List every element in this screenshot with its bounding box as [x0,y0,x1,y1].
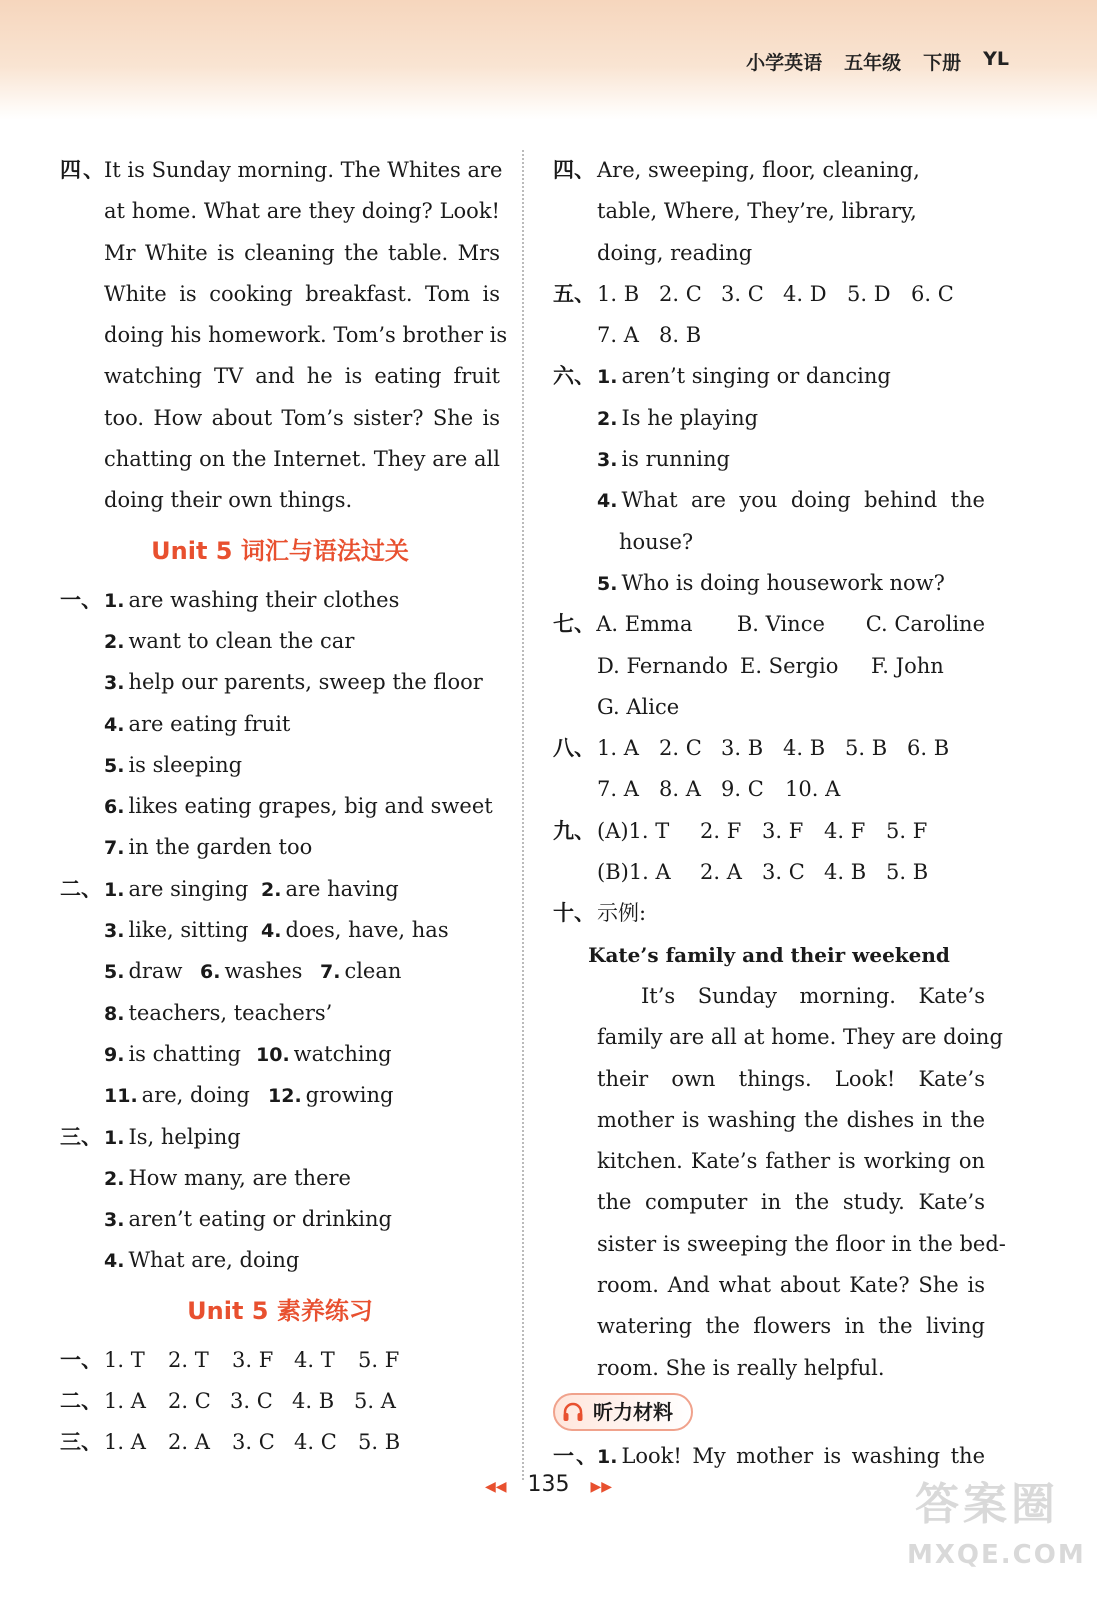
answer-line: chatting on the Internet. They are all [104,447,500,472]
answer-line: house? [619,529,694,554]
grade-label: 五年级 [844,52,902,74]
unit-vocab-title: Unit 5 词汇与语法过关 [151,536,409,565]
answer-line: 7. in the garden too [104,835,313,860]
answer-line: 一、 1. T 2. T 3. F 4. T 5. F [60,1347,400,1372]
watermark-line1: 答案圈 [915,1479,1059,1530]
answer-line: 5. is sleeping [104,752,243,777]
answer-line: 三、 1. A 2. A 3. C 4. C 5. B [60,1430,401,1455]
essay-line: family are all at home. They are doing [597,1025,1003,1050]
term-label: 下册 [923,52,962,74]
answer-line: 六、 1. aren’t singing or dancing [553,364,891,389]
essay-line: kitchen. Kate’s father is working on [597,1149,985,1174]
answer-line: 一、 1. are washing their clothes [60,587,400,612]
answer-line: 5. Who is doing housework now? [597,570,945,595]
answer-line: 2. How many, are there [104,1165,351,1190]
answer-line: 四、It is Sunday morning. The Whites are [60,158,503,182]
essay-line: room. She is really helpful. [597,1355,885,1380]
answer-line: (B)1. A 2. A 3. C 4. B 5. B [597,860,929,885]
page-number: 135 [527,1472,570,1497]
answer-line: doing his homework. Tom’s brother is [104,323,508,348]
answer-line: 七、 A. Emma B. Vince C. Caroline [553,612,986,637]
answer-line: 4. What are, doing [104,1248,300,1273]
essay-line: sister is sweeping the floor in the bed- [597,1231,1006,1256]
essay-line: It’s Sunday morning. Kate’s [641,983,985,1008]
listening-header [553,1389,985,1436]
answer-line: D. Fernando E. Sergio F. John [597,653,944,678]
answer-line: 11. are, doing 12. growing [104,1083,394,1108]
essay-line: room. And what about Kate? She is [597,1273,985,1298]
answer-line: 二、 1. A 2. C 3. C 4. B 5. A [60,1389,396,1414]
answer-line: 4. What are you doing behind the [597,488,985,513]
essay-title: Kate’s family and their weekend [588,942,950,967]
answer-line: 3. aren’t eating or drinking [104,1207,392,1232]
answer-line: 3. is running [597,447,730,472]
header-tags [746,48,1009,75]
answer-line: 5. draw 6. washes 7. clean [104,959,402,984]
unit-practice-title: Unit 5 素养练习 [187,1296,373,1325]
headphones-icon [561,1400,585,1424]
column-divider [522,150,524,1480]
answer-line: 6. likes eating grapes, big and sweet [104,794,493,819]
listening-label: 听力材料 [593,1399,673,1424]
listening-badge [553,1393,693,1431]
answer-line: 3. help our parents, sweep the floor [104,670,483,695]
header-banner [0,0,1097,120]
right-column [553,150,1006,1477]
answer-line: watching TV and he is eating fruit [104,364,500,389]
answer-line: White is cooking breakfast. Tom is [104,281,500,306]
edition-label: YL [983,48,1009,70]
arrow-left-icon: ◀◀ [484,1479,507,1495]
answer-line: 8. teachers, teachers’ [104,1000,333,1025]
answer-line: 3. like, sitting 4. does, have, has [104,918,449,943]
answer-line: 四、Are, sweeping, floor, cleaning, [553,158,920,182]
essay-line: mother is washing the dishes in the [597,1107,985,1132]
essay-line: their own things. Look! Kate’s [597,1066,985,1091]
answer-line: 2. Is he playing [597,405,759,430]
answer-line: table, Where, They’re, library, [597,199,917,224]
watermark [907,1475,1086,1585]
answer-line: Mr White is cleaning the table. Mrs [104,240,500,265]
answer-line: too. How about Tom’s sister? She is [104,405,500,430]
watermark-line2: MXQE.COM [907,1540,1086,1570]
answer-line: at home. What are they doing? Look! [104,199,500,224]
answer-line: 7. A 8. B [597,323,702,348]
arrow-right-icon: ▶▶ [590,1479,613,1495]
answer-line: 三、 1. Is, helping [60,1124,241,1149]
answer-line: 4. are eating fruit [104,711,291,736]
answer-line: 一、1. Look! My mother is washing the [553,1443,985,1468]
answer-line: 7. A 8. A 9. C 10. A [597,777,841,802]
answer-line: doing their own things. [104,488,353,513]
subject-label: 小学英语 [746,52,823,74]
answer-line: 十、示例: [553,901,647,926]
answer-line: 九、 (A)1. T 2. F 3. F 4. F 5. F [553,818,928,843]
answer-line: 2. want to clean the car [104,628,355,653]
answer-line: G. Alice [597,694,680,719]
essay-line: the computer in the study. Kate’s [597,1190,985,1215]
left-column [60,150,508,1464]
answer-line: doing, reading [597,240,753,265]
answer-line: 五、 1. B 2. C 3. C 4. D 5. D 6. C [553,281,954,306]
answer-line: 二、 1. are singing 2. are having [60,876,399,901]
answer-line: 9. is chatting 10. watching [104,1041,392,1066]
answer-line: 八、 1. A 2. C 3. B 4. B 5. B 6. B [553,736,950,761]
essay-line: watering the flowers in the living [597,1314,985,1339]
